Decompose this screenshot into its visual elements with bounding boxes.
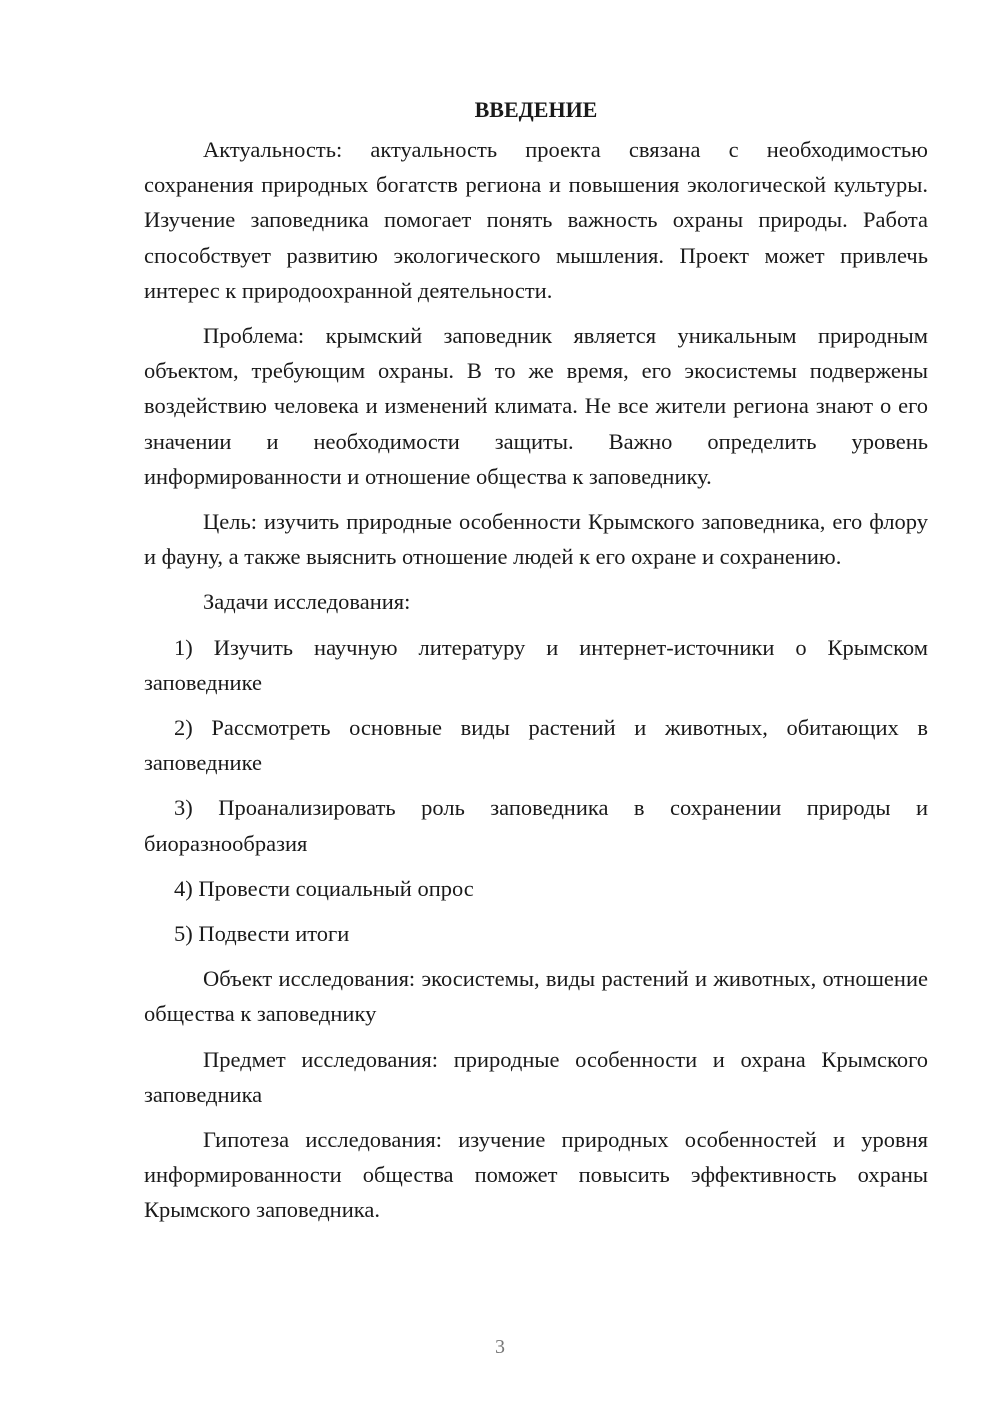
hypothesis-paragraph: Гипотеза исследования: изучение природных особенностей и уровня информированности общества поможет повысить эффективность охраны Крымского заповедника. xyxy=(144,1127,928,1223)
page-title: ВВЕДЕНИЕ xyxy=(474,97,598,122)
page-number: 3 xyxy=(495,1336,505,1358)
tasks-heading: Задачи исследования: xyxy=(203,589,411,615)
document-page xyxy=(144,92,928,1238)
list-item: 5) Подвести итоги xyxy=(174,921,350,947)
relevance-paragraph: Актуальность: актуальность проекта связана с необходимостью сохранения природных богатств региона и повышения экологической культуры. Изучение заповедника помогает понять важность охраны природы. Работа способствует развитию экологического мышления. Проект может привлечь интерес к природоохранной деятельности. xyxy=(144,137,928,303)
problem-paragraph: Проблема: крымский заповедник является уникальным природным объектом, требующим охраны. В то же время, его экосистемы подвержены воздействию человека и изменений климата. Не все жители региона знают о его значении и необходимости защиты. Важно определить уровень информированности и отношение общества к заповеднику. xyxy=(144,323,928,489)
list-item: 2) Рассмотреть основные виды растений и животных, обитающих в заповеднике xyxy=(144,715,928,776)
goal-paragraph: Цель: изучить природные особенности Крымского заповедника, его флору и фауну, а также выяснить отношение людей к его охране и сохранению. xyxy=(144,509,928,570)
object-paragraph: Объект исследования: экосистемы, виды растений и животных, отношение общества к заповеднику xyxy=(144,966,928,1027)
list-item: 1) Изучить научную литературу и интернет-источники о Крымском заповеднике xyxy=(144,634,928,695)
list-item: 3) Проанализировать роль заповедника в сохранении природы и биоразнообразия xyxy=(144,795,928,856)
list-item: 4) Провести социальный опрос xyxy=(174,875,474,901)
tasks-list xyxy=(144,630,928,952)
subject-paragraph: Предмет исследования: природные особенности и охрана Крымского заповедника xyxy=(144,1046,928,1107)
